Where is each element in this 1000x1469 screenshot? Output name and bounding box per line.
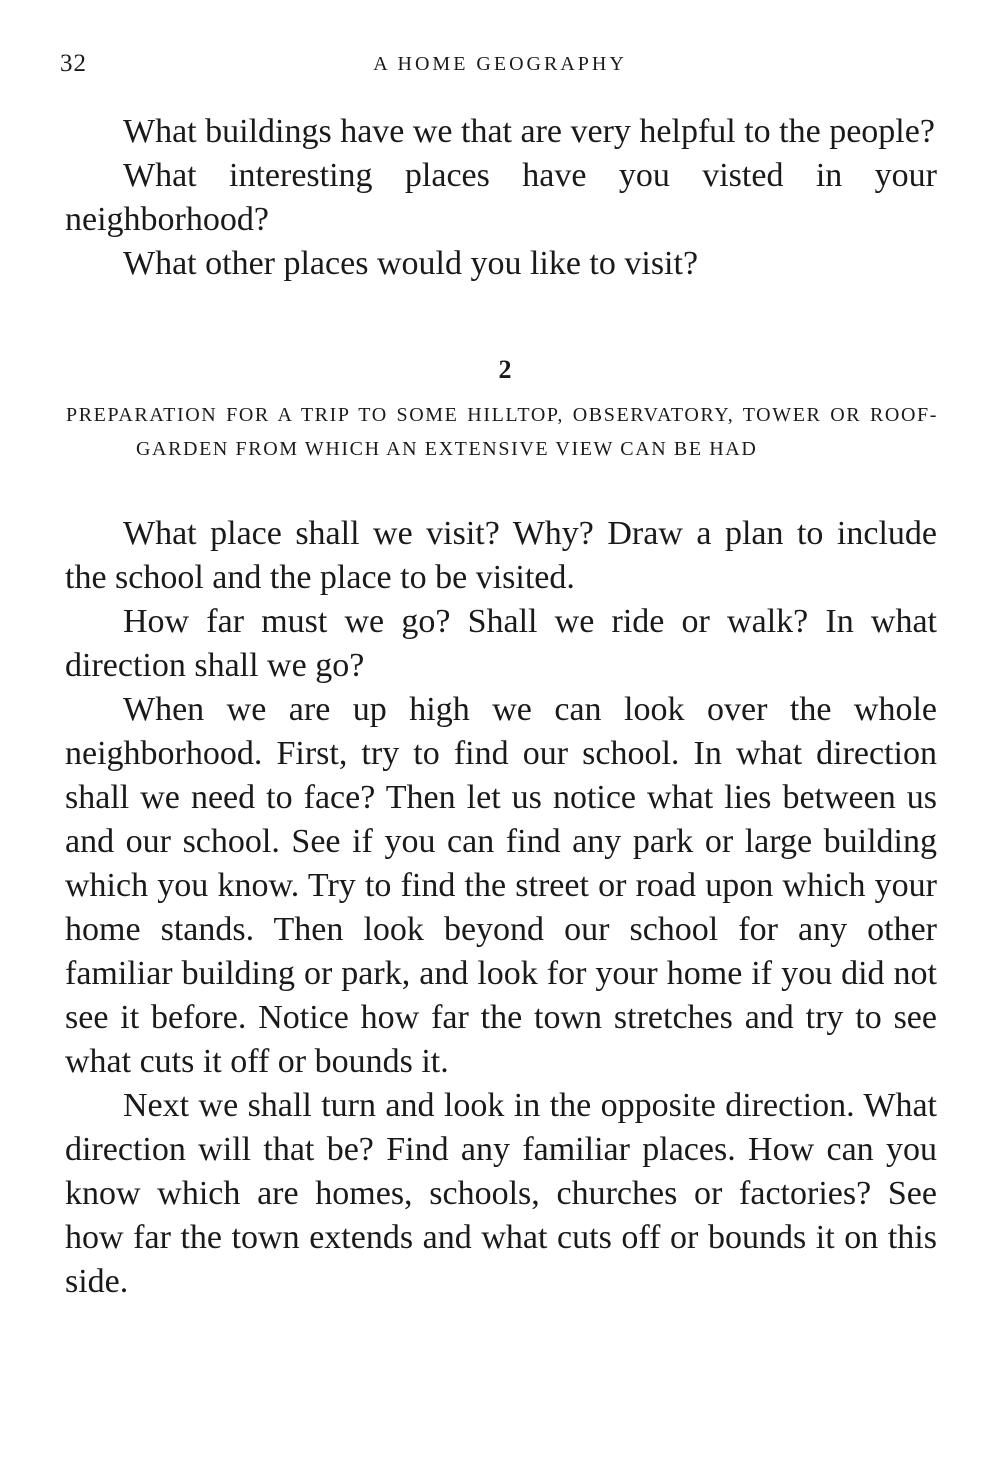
paragraph: Next we shall turn and look in the opposite direction. What direction will that be? Find any familiar places. How can you know which are homes, schools, churches or factories? See how far the town extends and what cuts off or bounds it on this side. bbox=[65, 1087, 937, 1300]
intro-text-block bbox=[65, 110, 937, 286]
paragraph: What buildings have we that are very helpful to the people? bbox=[123, 113, 935, 150]
paragraph: When we are up high we can look over the whole neighborhood. First, try to find our school. In what direction shall we need to face? Then let us notice what lies between us and our school. See if you can find any park or large building which you know. Try to find the street or road upon which your home stands. Then look beyond our school for any other familiar building or park, and look for your home if you did not see it before. Notice how far the town stretches and try to see what cuts it off or bounds it. bbox=[65, 691, 937, 1080]
paragraph: What interesting places have you visted in your neighborhood? bbox=[65, 157, 937, 238]
section-heading: PREPARATION FOR A TRIP TO SOME HILLTOP, OBSERVATORY, TOWER OR ROOF-GARDEN FROM WHICH AN EXTENSIVE VIEW CAN BE HAD bbox=[66, 404, 938, 460]
paragraph: How far must we go? Shall we ride or walk? In what direction shall we go? bbox=[65, 603, 937, 684]
section-text-block bbox=[65, 512, 937, 1304]
paragraph: What other places would you like to visit? bbox=[123, 245, 699, 282]
page-number: 32 bbox=[60, 50, 87, 77]
running-head bbox=[60, 50, 940, 80]
running-title: A HOME GEOGRAPHY bbox=[373, 53, 627, 75]
paragraph: What place shall we visit? Why? Draw a plan to include the school and the place to be visited. bbox=[65, 515, 937, 596]
section-number: 2 bbox=[498, 355, 512, 384]
